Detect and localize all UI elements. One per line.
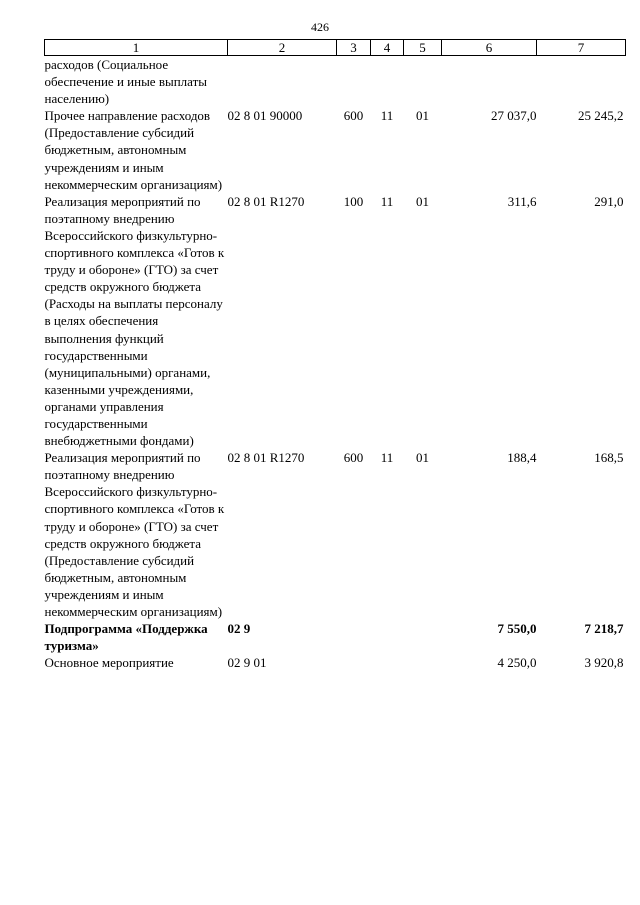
row-col4: 11	[380, 450, 394, 466]
row-name: Основное мероприятие	[44, 655, 174, 671]
row-col3: 600	[343, 108, 364, 124]
row-col3	[337, 620, 371, 654]
row-col4: 11	[380, 193, 394, 209]
row-col5	[404, 56, 442, 108]
row-col6: 7 550,0	[497, 621, 537, 637]
row-col4: 11	[380, 108, 394, 124]
table-row	[45, 56, 626, 108]
row-col5: 01	[416, 193, 429, 209]
row-code: 02 9 01	[227, 655, 267, 671]
row-col7: 7 218,7	[584, 621, 624, 637]
row-code	[228, 56, 337, 108]
row-col3: 600	[343, 450, 364, 466]
column-header-3: 3	[337, 40, 371, 56]
row-col5: 01	[416, 108, 429, 124]
row-col7: 168,5	[594, 450, 624, 466]
row-name: Реализация мероприятий по поэтапному внедрению Всероссийского физкультурно-спортивного комплекса «Готов к труду и обороне» (ГТО) за счет средств окружного бюджета (Расходы на выплаты персоналу в целях обеспечения выполнения функций государственными (муниципальными) органами, казенными учреждениями, органами управления государственными внебюджетными фондами)	[44, 193, 225, 449]
column-header-5: 5	[404, 40, 442, 56]
column-header-7: 7	[537, 40, 626, 56]
row-name: Реализация мероприятий по поэтапному внедрению Всероссийского физкультурно-спортивного комплекса «Готов к труду и обороне» (ГТО) за счет средств окружного бюджета (Предоставление субсидий бюджетным, автономным учреждениям и иным некоммерческим организациям)	[44, 450, 225, 619]
row-col7	[537, 56, 626, 108]
row-col3: 100	[343, 193, 364, 209]
row-col6: 27 037,0	[491, 108, 537, 124]
table-row	[45, 654, 626, 671]
column-header-2: 2	[228, 40, 337, 56]
row-col7: 3 920,8	[584, 655, 624, 671]
row-col4	[371, 56, 404, 108]
table-row	[45, 193, 626, 449]
table-row	[45, 620, 626, 654]
row-col7: 291,0	[594, 193, 624, 209]
row-col3	[337, 56, 371, 108]
column-header-6: 6	[442, 40, 537, 56]
header-row	[45, 40, 626, 56]
row-col4	[371, 620, 404, 654]
row-col6: 188,4	[507, 450, 537, 466]
row-code: 02 8 01 90000	[227, 108, 303, 124]
row-col6: 311,6	[507, 193, 537, 209]
row-col7: 25 245,2	[578, 108, 624, 124]
page-number: 426	[311, 20, 329, 34]
row-col5: 01	[416, 450, 429, 466]
row-name: расходов (Социальное обеспечение и иные выплаты населению)	[44, 57, 207, 107]
row-col6: 4 250,0	[497, 655, 537, 671]
row-code: 02 8 01 R1270	[227, 450, 305, 466]
row-code: 02 8 01 R1270	[227, 193, 305, 209]
row-col4	[371, 654, 404, 671]
row-name: Прочее направление расходов (Предоставление субсидий бюджетным, автономным учреждениям и иным некоммерческим организациям)	[44, 108, 223, 192]
row-col3	[337, 654, 371, 671]
table-row	[45, 107, 626, 192]
row-col5	[404, 620, 442, 654]
budget-table	[44, 39, 626, 671]
table-row	[45, 449, 626, 620]
column-header-4: 4	[371, 40, 404, 56]
row-name: Подпрограмма «Поддержка туризма»	[44, 621, 208, 654]
row-col5	[404, 654, 442, 671]
row-col6	[442, 56, 537, 108]
column-header-1: 1	[45, 40, 228, 56]
row-code: 02 9	[227, 621, 251, 637]
